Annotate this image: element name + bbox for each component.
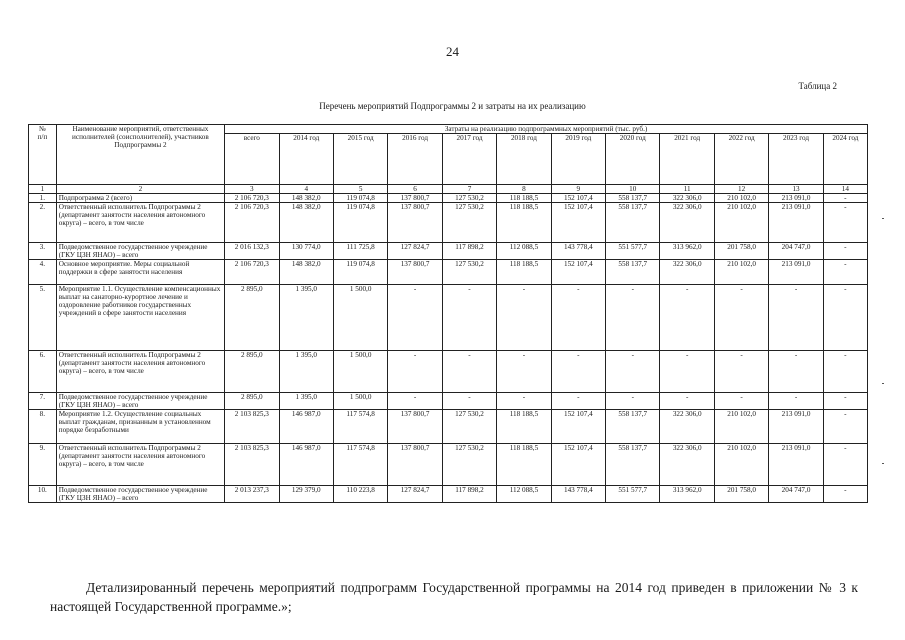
cost-cell: 313 962,0 (660, 486, 714, 503)
header-year: 2014 год (279, 134, 333, 185)
cost-cell: 558 137,7 (606, 410, 660, 444)
cost-cell: 127 530,2 (442, 194, 496, 203)
cost-cell: 127 530,2 (442, 444, 496, 486)
index-row (29, 185, 868, 194)
cost-cell: 143 778,4 (551, 243, 605, 260)
cost-cell: 322 306,0 (660, 260, 714, 285)
header-year: 2020 год (606, 134, 660, 185)
cost-cell: - (551, 393, 605, 410)
cost-cell: - (606, 285, 660, 351)
table-row (29, 444, 868, 486)
cost-cell: 2 895,0 (225, 351, 279, 393)
index-cell: 6 (388, 185, 442, 194)
cost-cell: 118 188,5 (497, 260, 551, 285)
row-name: Мероприятие 1.2. Осуществление социальных выплат гражданам, признанным в установленном порядке безработными (56, 410, 224, 444)
cost-cell: - (442, 285, 496, 351)
cost-cell: 558 137,7 (606, 194, 660, 203)
row-name: Подведомственное государственное учреждение (ГКУ ЦЗН ЯНАО) – всего (56, 243, 224, 260)
cost-cell: 143 778,4 (551, 486, 605, 503)
cost-cell: 148 382,0 (279, 203, 333, 243)
index-cell: 12 (714, 185, 768, 194)
cost-cell: - (769, 351, 823, 393)
cost-cell: 2 103 825,3 (225, 444, 279, 486)
cost-cell: 118 188,5 (497, 444, 551, 486)
row-name: Подпрограмма 2 (всего) (56, 194, 224, 203)
row-name: Ответственный исполнитель Подпрограммы 2 (департамент занятости населения автономного округа) – всего, в том числе (56, 351, 224, 393)
header-year: 2018 год (497, 134, 551, 185)
cost-cell: - (823, 194, 867, 203)
header-year: 2023 год (769, 134, 823, 185)
cost-cell: 110 223,8 (333, 486, 387, 503)
cost-cell: - (823, 486, 867, 503)
cost-cell: 201 758,0 (714, 486, 768, 503)
index-cell: 3 (225, 185, 279, 194)
index-cell: 13 (769, 185, 823, 194)
index-cell: 14 (823, 185, 867, 194)
cost-cell: 551 577,7 (606, 486, 660, 503)
cost-cell: 117 898,2 (442, 486, 496, 503)
cost-cell: 127 824,7 (388, 486, 442, 503)
header-year: 2017 год (442, 134, 496, 185)
cost-cell: 551 577,7 (606, 243, 660, 260)
cost-cell: 137 800,7 (388, 444, 442, 486)
cost-cell: - (823, 410, 867, 444)
cost-cell: 112 088,5 (497, 243, 551, 260)
row-number: 1. (29, 194, 57, 203)
row-number: 2. (29, 203, 57, 243)
cost-cell: - (606, 351, 660, 393)
header-costs: Затраты на реализацию подпрограммных мероприятий (тыс. руб.) (225, 125, 868, 134)
cost-cell: - (823, 285, 867, 351)
row-name: Основное мероприятие. Меры социальной поддержки в сфере занятости населения (56, 260, 224, 285)
header-year: 2016 год (388, 134, 442, 185)
cost-cell: 313 962,0 (660, 243, 714, 260)
index-cell: 4 (279, 185, 333, 194)
header-row-1 (29, 125, 868, 134)
cost-cell: - (388, 351, 442, 393)
bottom-paragraph: Детализированный перечень мероприятий подпрограмм Государственной программы на 2014 год приведен в приложении № 3 к настоящей Государственной программе.»; (50, 580, 858, 614)
cost-cell: - (497, 285, 551, 351)
row-name: Ответственный исполнитель Подпрограммы 2 (департамент занятости населения автономного округа) – всего, в том числе (56, 444, 224, 486)
cost-cell: 152 107,4 (551, 410, 605, 444)
cost-cell: 2 106 720,3 (225, 203, 279, 243)
index-cell: 11 (660, 185, 714, 194)
cost-cell: 204 747,0 (769, 486, 823, 503)
table-row (29, 285, 868, 351)
cost-cell: 112 088,5 (497, 486, 551, 503)
costs-table (28, 124, 868, 503)
cost-cell: 558 137,7 (606, 260, 660, 285)
cost-cell: 111 725,8 (333, 243, 387, 260)
cost-cell: 213 091,0 (769, 260, 823, 285)
header-year: 2021 год (660, 134, 714, 185)
cost-cell: - (660, 285, 714, 351)
cost-cell: 210 102,0 (714, 444, 768, 486)
cost-cell: 213 091,0 (769, 203, 823, 243)
cost-cell: 213 091,0 (769, 410, 823, 444)
index-cell: 10 (606, 185, 660, 194)
header-year: 2019 год (551, 134, 605, 185)
cost-cell: 204 747,0 (769, 243, 823, 260)
cost-cell: 2 103 825,3 (225, 410, 279, 444)
cost-cell: - (442, 351, 496, 393)
cost-cell: 118 188,5 (497, 194, 551, 203)
cost-cell: 127 530,2 (442, 260, 496, 285)
cost-cell: 152 107,4 (551, 203, 605, 243)
cost-cell: 1 395,0 (279, 285, 333, 351)
header-year: 2022 год (714, 134, 768, 185)
cost-cell: 1 395,0 (279, 351, 333, 393)
cost-cell: 146 987,0 (279, 444, 333, 486)
header-year: 2024 год (823, 134, 867, 185)
cost-cell: 1 395,0 (279, 393, 333, 410)
cost-cell: - (769, 285, 823, 351)
cost-cell: 322 306,0 (660, 194, 714, 203)
cost-cell: 119 074,8 (333, 260, 387, 285)
table-row (29, 203, 868, 243)
cost-cell: 210 102,0 (714, 410, 768, 444)
row-number: 7. (29, 393, 57, 410)
cost-cell: - (714, 393, 768, 410)
table-row (29, 486, 868, 503)
cost-cell: 117 574,8 (333, 444, 387, 486)
cost-cell: 2 016 132,3 (225, 243, 279, 260)
cost-cell: 152 107,4 (551, 194, 605, 203)
cost-cell: 1 500,0 (333, 393, 387, 410)
cost-cell: 117 574,8 (333, 410, 387, 444)
index-cell: 8 (497, 185, 551, 194)
cost-cell: - (714, 351, 768, 393)
index-cell: 1 (29, 185, 57, 194)
cost-cell: 137 800,7 (388, 203, 442, 243)
row-number: 10. (29, 486, 57, 503)
cost-cell: 2 106 720,3 (225, 194, 279, 203)
cost-cell: - (823, 351, 867, 393)
header-year: всего (225, 134, 279, 185)
index-cell: 9 (551, 185, 605, 194)
cost-cell: - (769, 393, 823, 410)
cost-cell: - (497, 393, 551, 410)
cost-cell: 148 382,0 (279, 260, 333, 285)
cost-cell: 146 987,0 (279, 410, 333, 444)
cost-cell: 2 895,0 (225, 285, 279, 351)
scan-mark (882, 383, 884, 384)
cost-cell: 2 895,0 (225, 393, 279, 410)
row-name: Подведомственное государственное учреждение (ГКУ ЦЗН ЯНАО) – всего (56, 393, 224, 410)
scan-mark (882, 218, 884, 219)
cost-cell: - (823, 393, 867, 410)
table-row (29, 194, 868, 203)
table-row (29, 393, 868, 410)
row-number: 3. (29, 243, 57, 260)
cost-cell: - (551, 285, 605, 351)
header-year: 2015 год (333, 134, 387, 185)
table-row (29, 351, 868, 393)
table-caption: Перечень мероприятий Подпрограммы 2 и затраты на их реализацию (319, 101, 586, 111)
cost-cell: - (660, 351, 714, 393)
cost-cell: 210 102,0 (714, 203, 768, 243)
page-number: 24 (446, 44, 459, 59)
cost-cell: 137 800,7 (388, 410, 442, 444)
cost-cell: - (388, 393, 442, 410)
cost-cell: 322 306,0 (660, 444, 714, 486)
table-row (29, 260, 868, 285)
index-cell: 5 (333, 185, 387, 194)
cost-cell: 1 500,0 (333, 351, 387, 393)
cost-cell: 558 137,7 (606, 203, 660, 243)
cost-cell: - (823, 444, 867, 486)
cost-cell: 119 074,8 (333, 203, 387, 243)
cost-cell: 117 898,2 (442, 243, 496, 260)
row-number: 4. (29, 260, 57, 285)
cost-cell: 137 800,7 (388, 260, 442, 285)
cost-cell: 127 530,2 (442, 410, 496, 444)
cost-cell: 118 188,5 (497, 203, 551, 243)
cost-cell: - (442, 393, 496, 410)
row-number: 8. (29, 410, 57, 444)
cost-cell: - (660, 393, 714, 410)
cost-cell: 119 074,8 (333, 194, 387, 203)
cost-cell: 322 306,0 (660, 410, 714, 444)
cost-cell: 210 102,0 (714, 260, 768, 285)
table-body (29, 185, 868, 503)
cost-cell: 210 102,0 (714, 194, 768, 203)
cost-cell: 2 106 720,3 (225, 260, 279, 285)
cost-cell: 213 091,0 (769, 444, 823, 486)
table-row (29, 410, 868, 444)
row-name: Подведомственное государственное учреждение (ГКУ ЦЗН ЯНАО) – всего (56, 486, 224, 503)
cost-cell: 2 013 237,3 (225, 486, 279, 503)
cost-cell: - (823, 203, 867, 243)
cost-cell: 130 774,0 (279, 243, 333, 260)
scan-mark (882, 463, 884, 464)
cost-cell: - (551, 351, 605, 393)
cost-cell: - (388, 285, 442, 351)
cost-cell: - (823, 260, 867, 285)
index-cell: 7 (442, 185, 496, 194)
row-name: Ответственный исполнитель Подпрограммы 2 (департамент занятости населения автономного округа) – всего, в том числе (56, 203, 224, 243)
cost-cell: - (714, 285, 768, 351)
cost-cell: 1 500,0 (333, 285, 387, 351)
cost-cell: 118 188,5 (497, 410, 551, 444)
index-cell: 2 (56, 185, 224, 194)
row-number: 6. (29, 351, 57, 393)
row-number: 5. (29, 285, 57, 351)
row-name: Мероприятие 1.1. Осуществление компенсационных выплат на санаторно-курортное лечение и оздоровление работников государственных учреждений в сфере занятости населения (56, 285, 224, 351)
cost-cell: - (606, 393, 660, 410)
cost-cell: 127 824,7 (388, 243, 442, 260)
cost-cell: 152 107,4 (551, 260, 605, 285)
cost-cell: 137 800,7 (388, 194, 442, 203)
header-name: Наименование мероприятий, ответственных исполнителей (соисполнителей), участников Подпрограммы 2 (56, 125, 224, 185)
cost-cell: - (497, 351, 551, 393)
cost-cell: 127 530,2 (442, 203, 496, 243)
cost-cell: 152 107,4 (551, 444, 605, 486)
cost-cell: 129 379,0 (279, 486, 333, 503)
header-num: № п/п (29, 125, 57, 185)
cost-cell: 213 091,0 (769, 194, 823, 203)
cost-cell: 322 306,0 (660, 203, 714, 243)
table-row (29, 243, 868, 260)
table-label: Таблица 2 (798, 81, 837, 91)
cost-cell: - (823, 243, 867, 260)
row-number: 9. (29, 444, 57, 486)
cost-cell: 148 382,0 (279, 194, 333, 203)
cost-cell: 558 137,7 (606, 444, 660, 486)
cost-cell: 201 758,0 (714, 243, 768, 260)
